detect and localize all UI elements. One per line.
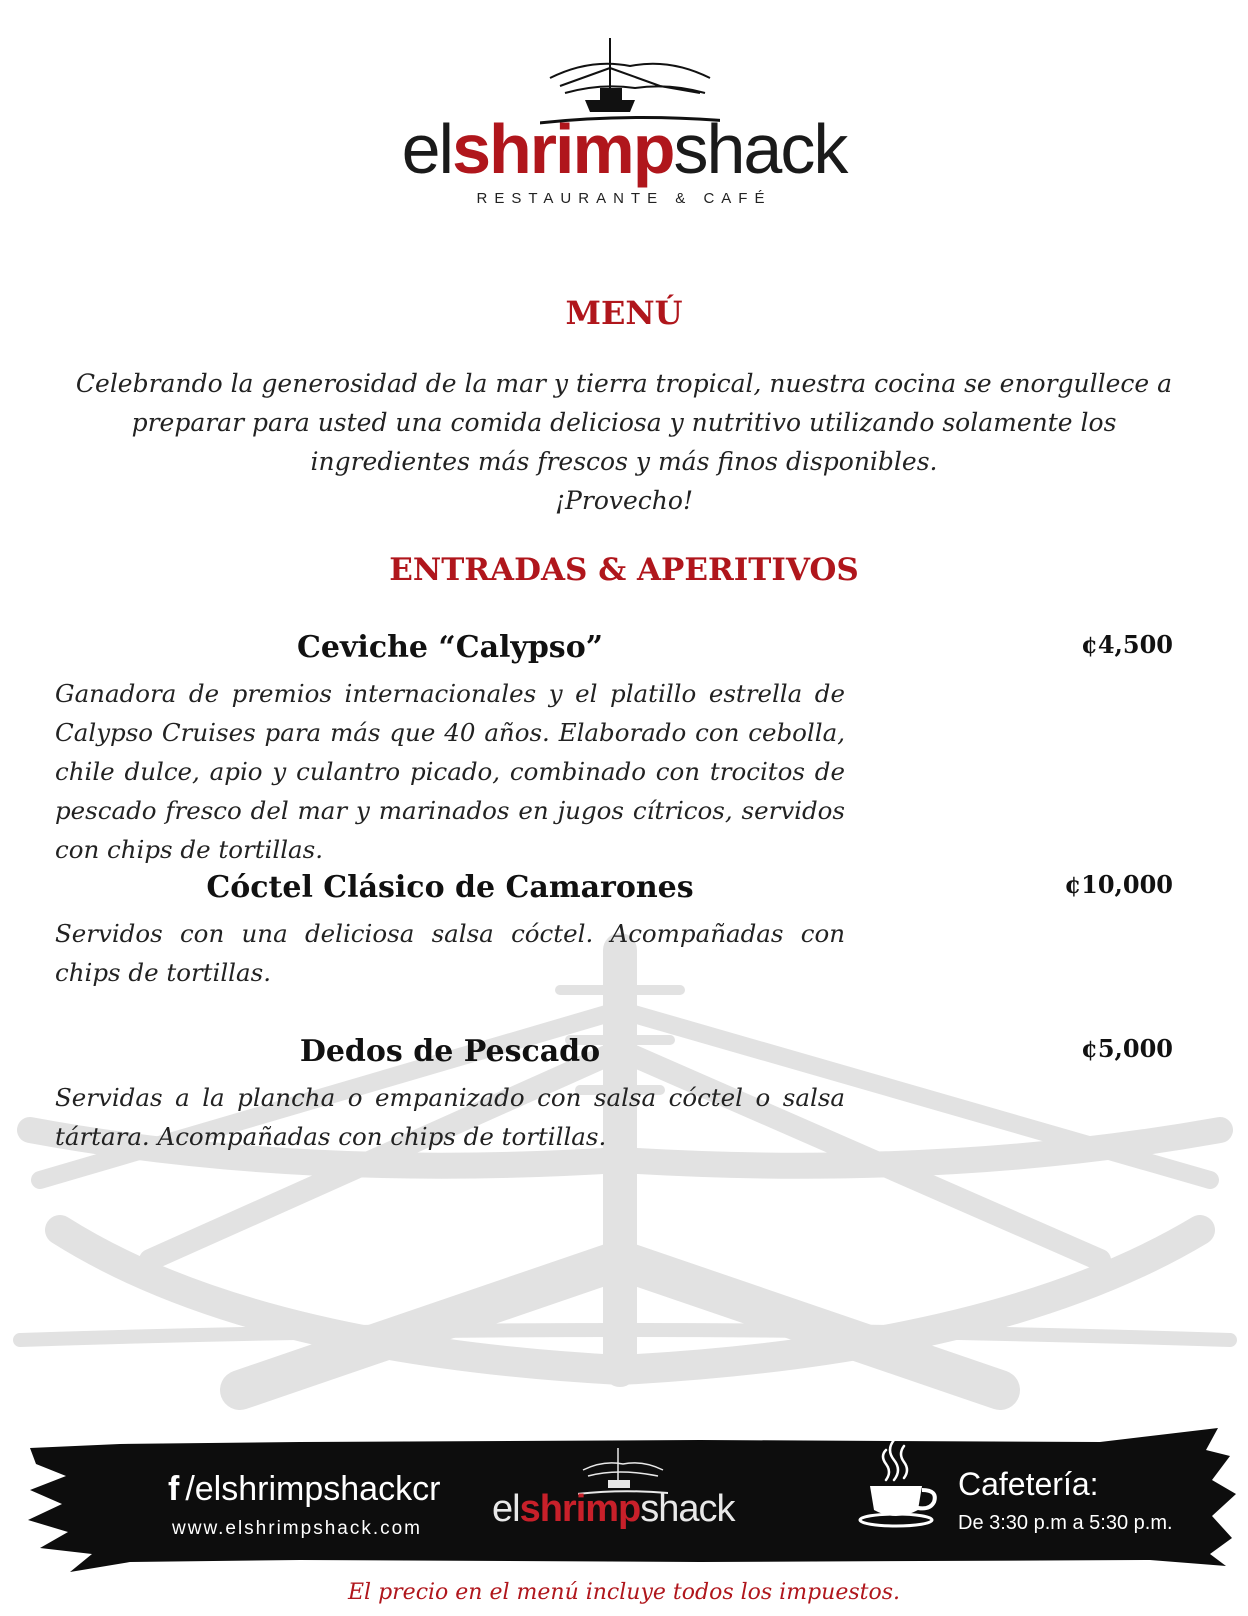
logo-shack: shack bbox=[673, 110, 847, 188]
footer-logo-shack: shack bbox=[640, 1488, 735, 1530]
item-price: ¢4,500 bbox=[1081, 630, 1173, 659]
item-name: Cóctel Clásico de Camarones bbox=[206, 870, 694, 905]
footer-logo-shrimp: shrimp bbox=[519, 1488, 641, 1530]
cafeteria-label: Cafetería: bbox=[958, 1466, 1099, 1502]
item-name: Dedos de Pescado bbox=[299, 1034, 601, 1069]
ship-watermark bbox=[0, 930, 1248, 1450]
page-title: MENÚ bbox=[565, 294, 683, 332]
logo-el: el bbox=[401, 110, 453, 188]
facebook-handle: /elshrimpshackcr bbox=[185, 1470, 441, 1508]
section-title: ENTRADAS & APERITIVOS bbox=[389, 552, 859, 588]
intro-paragraph bbox=[60, 364, 1188, 520]
intro-text: Celebrando la generosidad de la mar y tierra tropical, nuestra cocina se enorgullece a preparar para usted una comida deliciosa y nutritivo utilizando solamente los ingredientes más frescos y más finos disponibles. bbox=[75, 369, 1173, 476]
intro-closing: ¡Provecho! bbox=[555, 486, 693, 515]
item-description: Servidos con una deliciosa salsa cóctel. Acompañadas con chips de tortillas. bbox=[55, 919, 845, 987]
cafeteria-hours: De 3:30 p.m a 5:30 p.m. bbox=[958, 1512, 1173, 1534]
facebook-icon: f bbox=[168, 1470, 180, 1508]
item-price: ¢10,000 bbox=[1064, 870, 1173, 899]
tax-note: El precio en el menú incluye todos los impuestos. bbox=[347, 1580, 900, 1605]
item-description: Servidas a la plancha o empanizado con salsa cóctel o salsa tártara. Acompañadas con chips de tortillas. bbox=[55, 1083, 845, 1151]
facebook-link[interactable] bbox=[168, 1470, 440, 1509]
logo-wordmark bbox=[0, 110, 1248, 188]
item-name: Ceviche “Calypso” bbox=[297, 630, 603, 665]
logo-shrimp: shrimp bbox=[452, 110, 674, 188]
item-description: Ganadora de premios internacionales y el platillo estrella de Calypso Cruises para más que 40 años. Elaborado con cebolla, chile dulce, apio y culantro picado, combinado con trocitos de pescado fresco del mar y marinados en jugos cítricos, servidos con chips de tortillas. bbox=[55, 679, 845, 864]
item-price: ¢5,000 bbox=[1081, 1034, 1173, 1063]
logo-subtitle: RESTAURANTE & CAFÉ bbox=[476, 190, 772, 207]
website-link[interactable]: www.elshrimpshack.com bbox=[172, 1518, 422, 1539]
footer-logo-el: el bbox=[492, 1488, 520, 1530]
header-logo bbox=[0, 30, 1248, 220]
